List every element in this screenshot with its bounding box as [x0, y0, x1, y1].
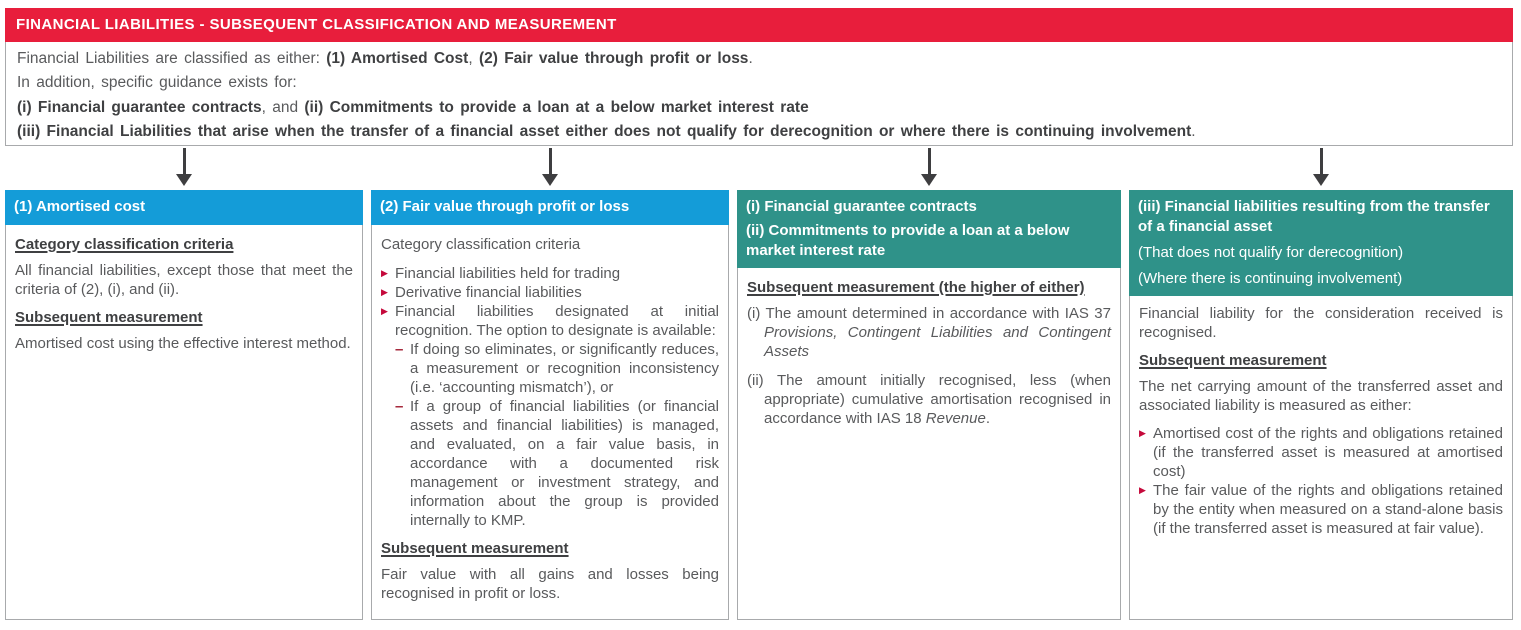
down-arrow-2	[542, 148, 558, 186]
list-item-text: The fair value of the rights and obligations retained by the entity when measured on a stand-alone basis (if the transferred asset is measured at fair value).	[1153, 482, 1503, 537]
paragraph: Financial liability for the consideration received is recognised.	[1139, 305, 1503, 341]
list-item	[1139, 424, 1503, 481]
ias37-title: Provisions, Contingent Liabilities and Contingent Assets	[764, 324, 1111, 360]
card-fvtpl-header: (2) Fair value through profit or loss	[371, 190, 729, 225]
paragraph: All financial liabilities, except those that meet the criteria of (2), (i), and (ii).	[15, 262, 353, 298]
list-item-text: If doing so eliminates, or significantly reduces, a measurement or recognition inconsistency (i.e. ‘accounting mismatch’), or	[410, 341, 719, 396]
card-guarantee-commitments-body	[737, 268, 1121, 620]
list-item-sub	[381, 340, 719, 397]
intro-line-4-bold: (iii) Financial Liabilities that arise when the transfer of a financial asset either does not qualify for derecognition or where there is continuing involvement	[17, 122, 1192, 140]
card-fvtpl	[371, 190, 729, 620]
down-arrow-shaft	[928, 148, 931, 174]
header-sub-involvement: (Where there is continuing involvement)	[1138, 270, 1403, 287]
dash-bullet-icon: –	[395, 398, 404, 415]
list-item-text: Financial liabilities designated at initial recognition. The option to designate is available:	[395, 303, 719, 339]
triangle-bullet-icon: ▶	[381, 287, 388, 297]
down-arrow-head-icon	[921, 174, 937, 186]
card-guarantee-commitments	[737, 190, 1121, 620]
list-item-text: If a group of financial liabilities (or financial assets and financial liabilities) is managed, and evaluated, on a fair value basis, in accordance with a documented risk management or investment strategy, and information about the group is provided internally to KMP.	[410, 398, 719, 529]
down-arrow-4	[1313, 148, 1329, 186]
list-item-text: Amortised cost of the rights and obligations retained (if the transferred asset is measured at amortised cost)	[1153, 425, 1503, 480]
intro-line-1-period: .	[748, 50, 753, 67]
list-item-sub	[381, 397, 719, 530]
list-item	[1139, 481, 1503, 538]
triangle-bullet-icon: ▶	[381, 306, 388, 316]
card-fvtpl-body	[371, 225, 729, 620]
measurement-item-i	[747, 304, 1111, 361]
transfer-measurement-list	[1139, 424, 1503, 538]
heading-subsequent-measurement: Subsequent measurement	[381, 540, 569, 557]
down-arrow-1	[176, 148, 192, 186]
down-arrow-head-icon	[1313, 174, 1329, 186]
intro-line-4-period: .	[1191, 122, 1196, 140]
intro-panel	[5, 42, 1513, 146]
intro-line-3-bold-commitments: (ii) Commitments to provide a loan at a below market interest rate	[304, 98, 809, 116]
card-guarantee-commitments-header	[737, 190, 1121, 268]
item-text: (i) The amount determined in accordance with IAS 37	[747, 305, 1111, 322]
heading-subsequent-measurement: Subsequent measurement	[15, 309, 203, 326]
paragraph: Amortised cost using the effective interest method.	[15, 335, 351, 352]
intro-line-3-sep: , and	[261, 98, 305, 116]
intro-line-3-bold-guarantee: (i) Financial guarantee contracts	[17, 98, 262, 116]
item-text: (ii) The amount initially recognised, less (when appropriate) cumulative amortisation recognised in accordance with IAS 18	[747, 372, 1111, 427]
intro-line-1-text: Financial Liabilities are classified as either:	[17, 50, 327, 67]
intro-line-4	[17, 120, 1501, 144]
intro-line-1-sep: ,	[468, 50, 479, 67]
fvtpl-criteria-list	[381, 264, 719, 530]
card-amortised-cost-body	[5, 225, 363, 620]
triangle-bullet-icon: ▶	[1139, 428, 1146, 438]
list-item	[381, 302, 719, 340]
intro-line-3	[17, 96, 1501, 120]
page-title: FINANCIAL LIABILITIES - SUBSEQUENT CLASSIFICATION AND MEASUREMENT	[5, 8, 1513, 42]
down-arrow-shaft	[549, 148, 552, 174]
header-line-guarantee: (i) Financial guarantee contracts	[746, 198, 977, 215]
down-arrow-shaft	[183, 148, 186, 174]
down-arrow-3	[921, 148, 937, 186]
list-item	[381, 264, 719, 283]
paragraph: Fair value with all gains and losses being recognised in profit or loss.	[381, 566, 719, 602]
list-item-text: Financial liabilities held for trading	[395, 265, 621, 282]
dash-bullet-icon: –	[395, 341, 404, 358]
card-amortised-cost-header: (1) Amortised cost	[5, 190, 363, 225]
header-line-commitments: (ii) Commitments to provide a loan at a below market interest rate	[746, 222, 1070, 259]
header-sub-derecognition: (That does not qualify for derecognition)	[1138, 244, 1404, 261]
intro-line-1-bold-amortised: (1) Amortised Cost	[326, 50, 469, 67]
list-item	[381, 283, 719, 302]
header-title: (iii) Financial liabilities resulting from the transfer of a financial asset	[1138, 198, 1490, 235]
paragraph: The net carrying amount of the transferred asset and associated liability is measured as either:	[1139, 378, 1503, 414]
down-arrow-head-icon	[542, 174, 558, 186]
heading-subsequent-measurement: Subsequent measurement	[1139, 352, 1327, 369]
heading-subsequent-measurement: Subsequent measurement (the higher of either)	[747, 279, 1085, 296]
down-arrow-head-icon	[176, 174, 192, 186]
triangle-bullet-icon: ▶	[1139, 485, 1146, 495]
down-arrow-shaft	[1320, 148, 1323, 174]
intro-line-1-bold-fv: (2) Fair value through profit or loss	[478, 50, 749, 67]
intro-line-2: In addition, specific guidance exists for:	[17, 74, 297, 92]
card-transfer-liabilities	[1129, 190, 1513, 620]
intro-line-1	[17, 47, 1501, 71]
card-transfer-liabilities-body	[1129, 296, 1513, 620]
measurement-item-ii	[747, 371, 1111, 428]
card-amortised-cost	[5, 190, 363, 620]
card-transfer-liabilities-header	[1129, 190, 1513, 296]
heading-category-criteria: Category classification criteria	[381, 236, 581, 253]
list-item-text: Derivative financial liabilities	[395, 284, 582, 301]
ias18-title: Revenue	[925, 410, 986, 427]
heading-category-criteria: Category classification criteria	[15, 236, 234, 253]
triangle-bullet-icon: ▶	[381, 268, 388, 278]
item-period: .	[985, 410, 990, 427]
